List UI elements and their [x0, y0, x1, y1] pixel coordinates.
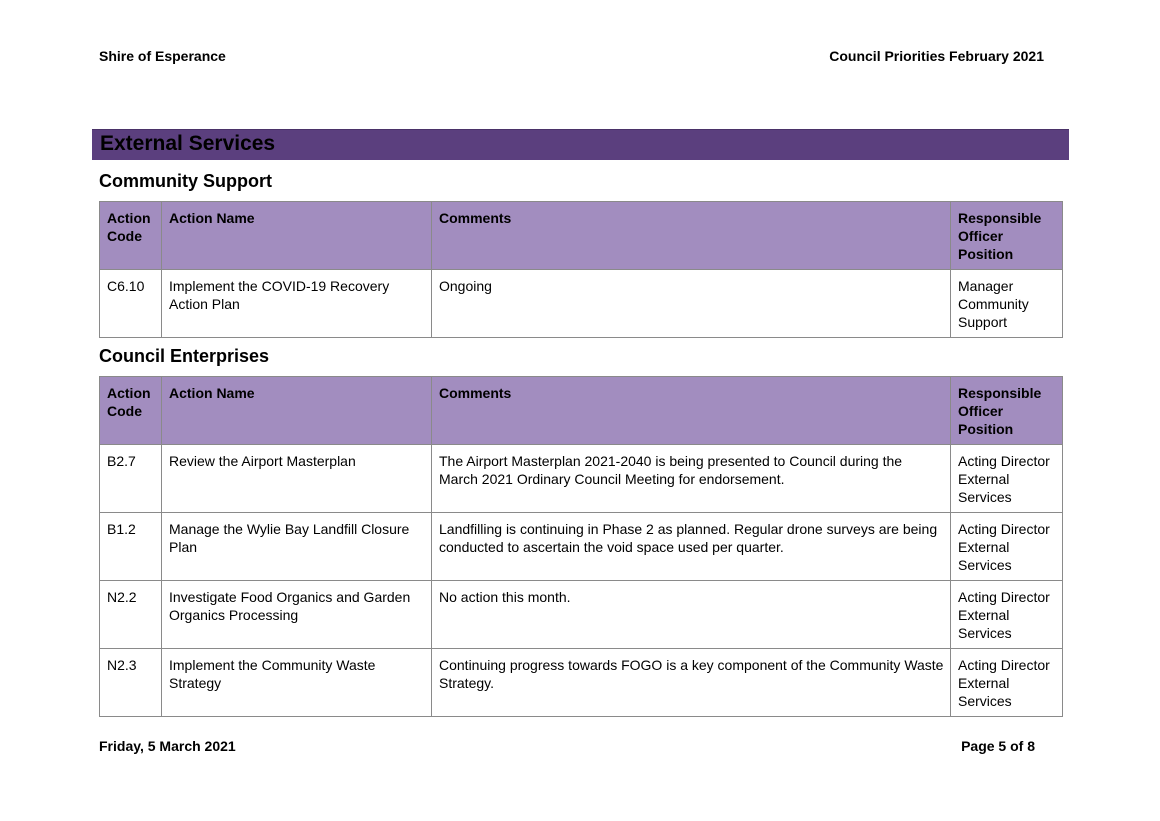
cell-responsible-officer: Acting Director External Services — [951, 445, 1063, 513]
cell-comments: No action this month. — [432, 581, 951, 649]
cell-comments: Continuing progress towards FOGO is a key component of the Community Waste Strategy. — [432, 649, 951, 717]
cell-comments: Landfilling is continuing in Phase 2 as planned. Regular drone surveys are being conducted to ascertain the void space used per quarter. — [432, 513, 951, 581]
col-action-code: Action Code — [100, 377, 162, 445]
table-row — [100, 649, 1063, 717]
cell-comments: The Airport Masterplan 2021-2040 is being presented to Council during the March 2021 Ordinary Council Meeting for endorsement. — [432, 445, 951, 513]
table-header-row — [100, 377, 1063, 445]
col-action-code: Action Code — [100, 202, 162, 270]
table-header-row — [100, 202, 1063, 270]
cell-responsible-officer: Acting Director External Services — [951, 581, 1063, 649]
section-title: External Services — [100, 132, 276, 155]
col-action-name: Action Name — [162, 202, 432, 270]
table-row — [100, 270, 1063, 338]
col-action-name: Action Name — [162, 377, 432, 445]
col-comments: Comments — [432, 377, 951, 445]
footer-date: Friday, 5 March 2021 — [99, 738, 236, 754]
section-banner — [92, 129, 1069, 160]
cell-action-name: Implement the Community Waste Strategy — [162, 649, 432, 717]
cell-action-name: Manage the Wylie Bay Landfill Closure Plan — [162, 513, 432, 581]
footer-page-number: Page 5 of 8 — [961, 738, 1035, 754]
col-comments: Comments — [432, 202, 951, 270]
cell-action-code: N2.3 — [100, 649, 162, 717]
cell-responsible-officer: Manager Community Support — [951, 270, 1063, 338]
col-responsible-officer: Responsible Officer Position — [951, 202, 1063, 270]
header-organization: Shire of Esperance — [99, 48, 226, 64]
council-enterprises-table — [99, 376, 1063, 717]
cell-action-code: B1.2 — [100, 513, 162, 581]
cell-responsible-officer: Acting Director External Services — [951, 649, 1063, 717]
table-row — [100, 445, 1063, 513]
cell-action-name: Review the Airport Masterplan — [162, 445, 432, 513]
community-support-table — [99, 201, 1063, 338]
cell-responsible-officer: Acting Director External Services — [951, 513, 1063, 581]
council-enterprises-heading: Council Enterprises — [99, 346, 270, 366]
table-row — [100, 581, 1063, 649]
cell-action-code: C6.10 — [100, 270, 162, 338]
cell-action-name: Implement the COVID-19 Recovery Action Plan — [162, 270, 432, 338]
cell-action-name: Investigate Food Organics and Garden Organics Processing — [162, 581, 432, 649]
header-document-title: Council Priorities February 2021 — [829, 48, 1044, 64]
col-responsible-officer: Responsible Officer Position — [951, 377, 1063, 445]
cell-comments: Ongoing — [432, 270, 951, 338]
cell-action-code: B2.7 — [100, 445, 162, 513]
community-support-heading: Community Support — [99, 171, 272, 191]
table-row — [100, 513, 1063, 581]
cell-action-code: N2.2 — [100, 581, 162, 649]
